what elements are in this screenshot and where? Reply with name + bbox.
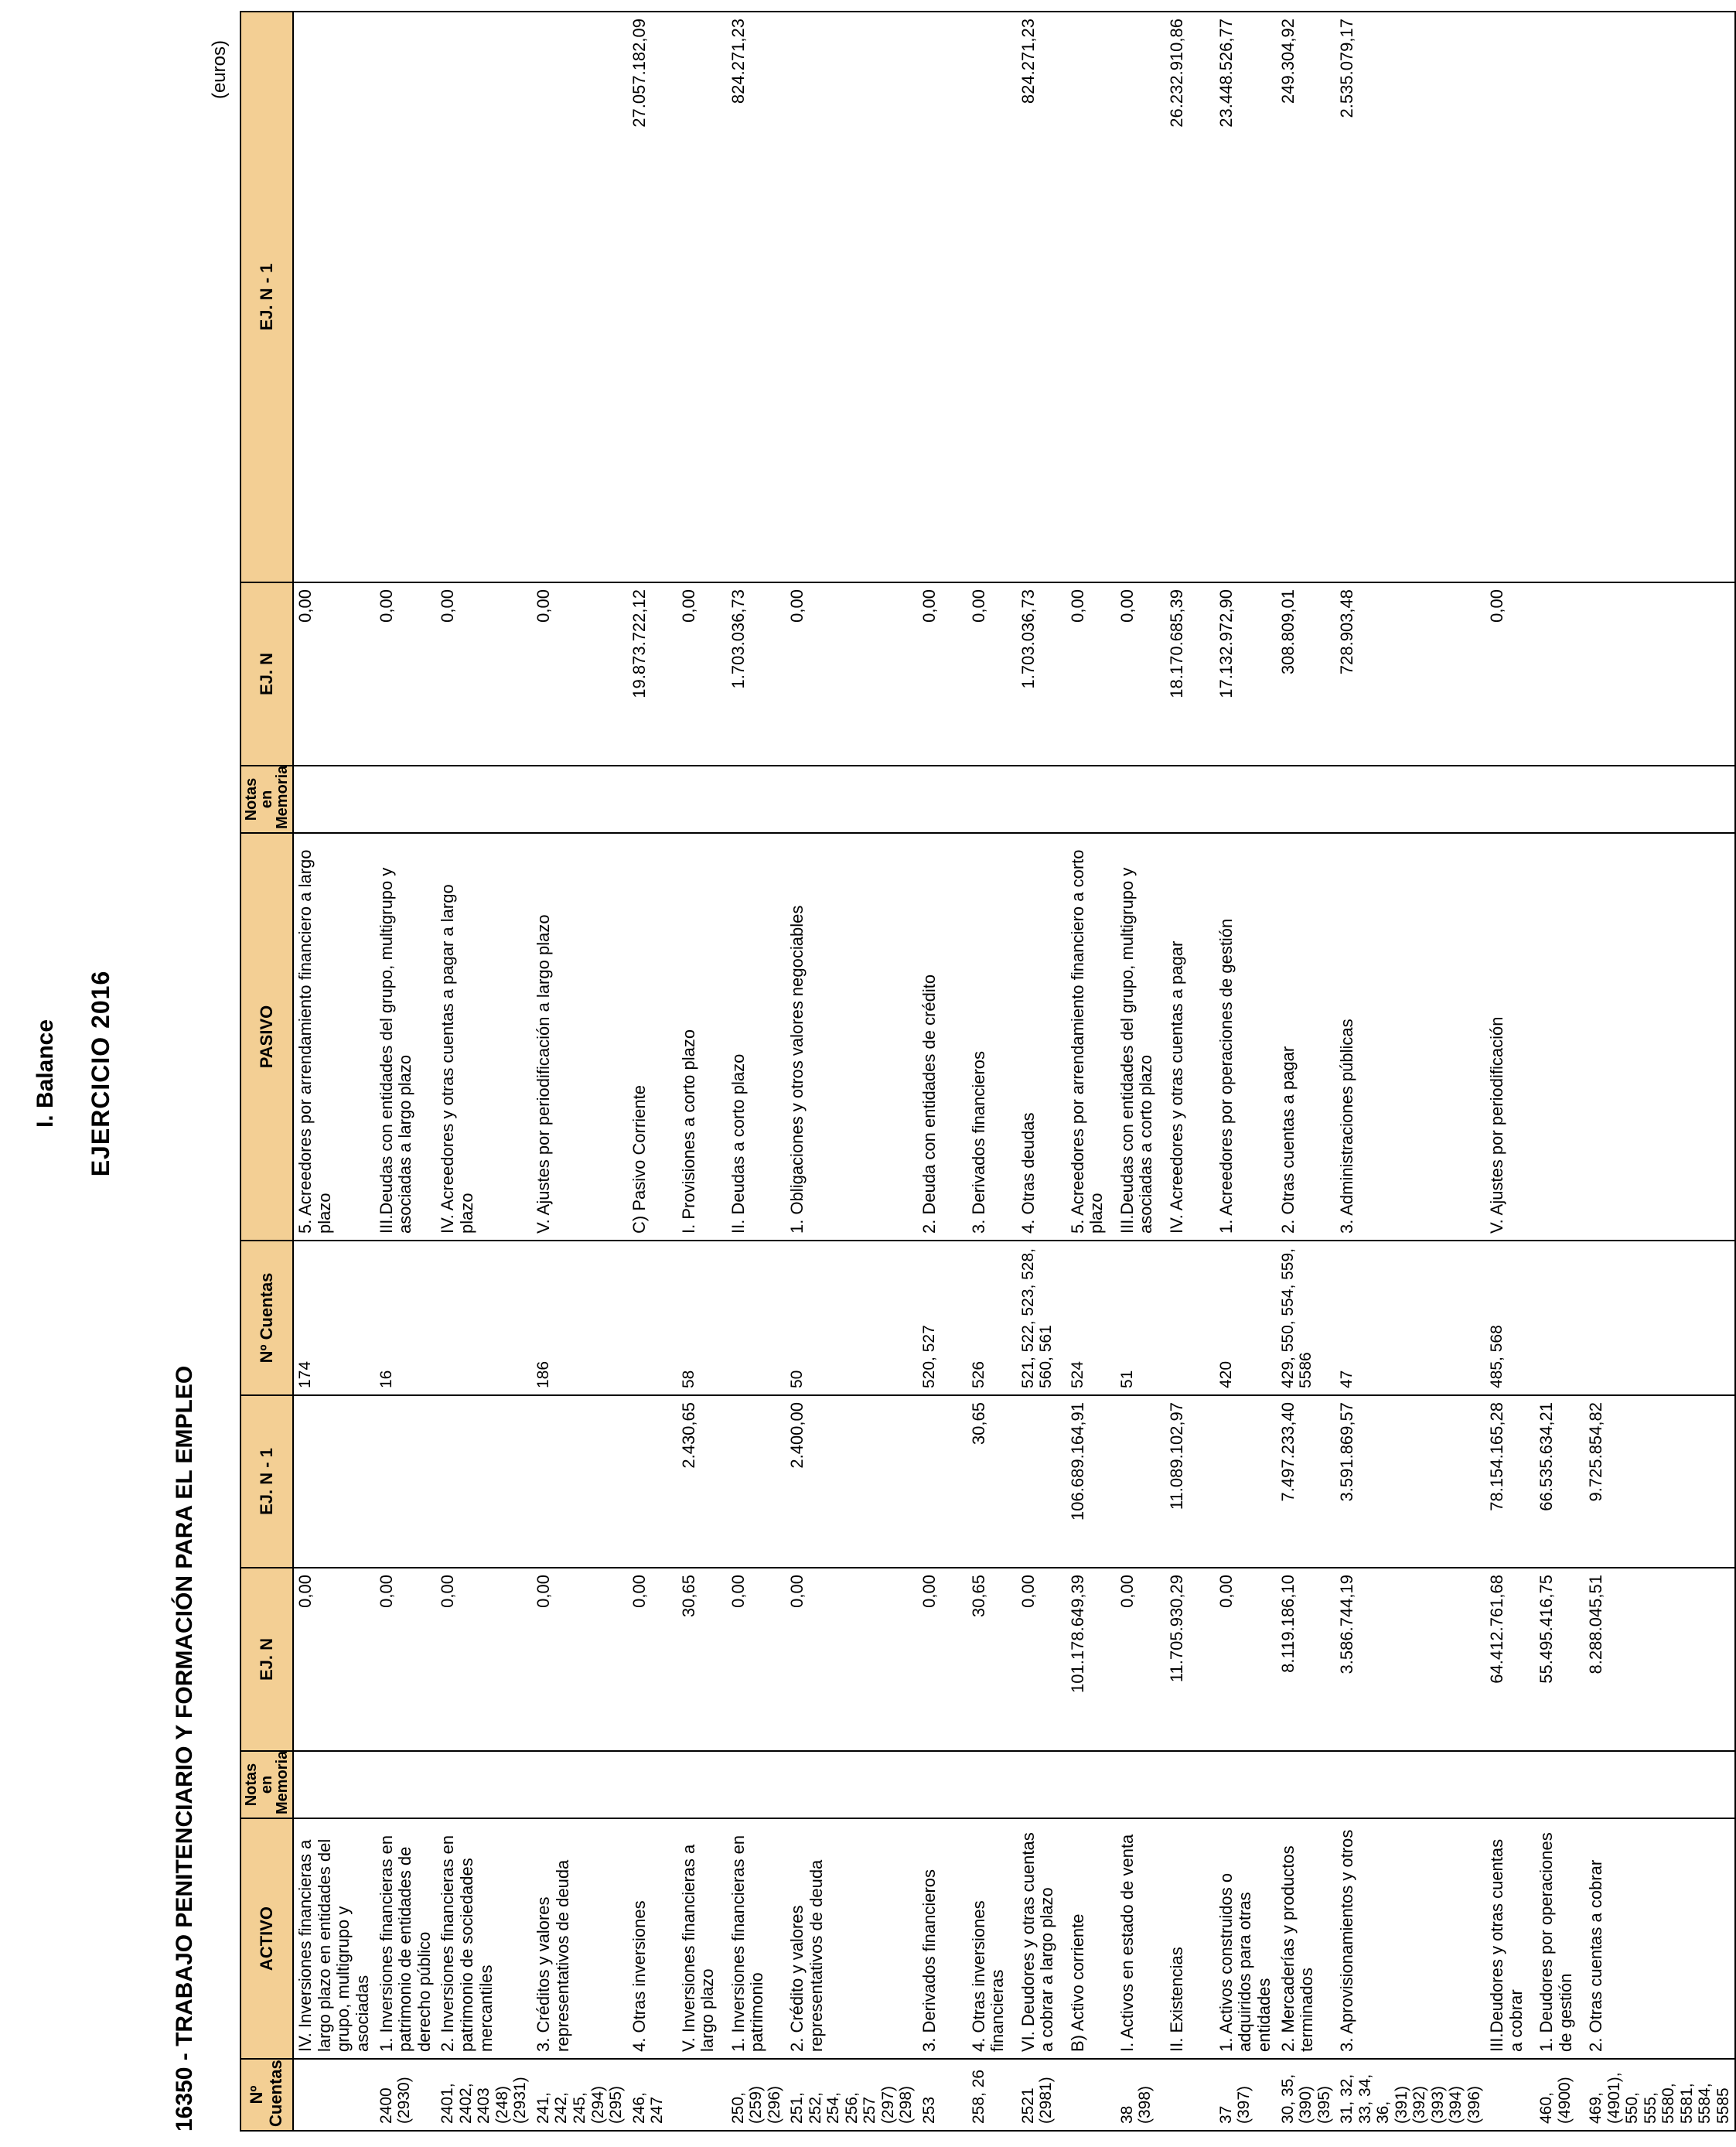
activo-accounts-cell: 258, 26 (967, 2059, 1017, 2131)
table-row (375, 12, 437, 2131)
activo-label-cell: 2. Crédito y valores representativos de deuda (786, 1818, 918, 2059)
pasivo-label-cell: 1. Acreedores por operaciones de gestión (1215, 833, 1277, 1241)
activo-notes-cell (677, 1751, 727, 1818)
table-row (293, 12, 375, 2131)
pasivo-ej-n1-cell (1116, 12, 1165, 582)
table-row (677, 12, 727, 2131)
pasivo-notes-cell (532, 766, 628, 833)
activo-ej-n1-cell: 2.430,65 (677, 1395, 727, 1568)
table-row (1215, 12, 1277, 2131)
pasivo-label-cell: I. Provisiones a corto plazo (677, 833, 727, 1241)
activo-accounts-cell: 2400 (2930) (375, 2059, 437, 2131)
pasivo-ej-n-cell: 17.132.972,90 (1215, 582, 1277, 766)
activo-notes-cell (1215, 1751, 1277, 1818)
pasivo-ej-n1-cell (786, 12, 918, 582)
pasivo-label-cell: 2. Otras cuentas a pagar (1277, 833, 1336, 1241)
activo-ej-n-cell: 8.119.186,10 (1277, 1568, 1336, 1751)
activo-ej-n-cell: 3.586.744,19 (1335, 1568, 1485, 1751)
pasivo-notes-cell (786, 766, 918, 833)
activo-ej-n1-cell (532, 1395, 628, 1568)
pasivo-label-cell: III.Deudas con entidades del grupo, multigrupo y asociadas a largo plazo (375, 833, 437, 1241)
pasivo-ej-n-cell: 0,00 (1485, 582, 1535, 766)
pasivo-accounts-cell: 524 (1066, 1241, 1116, 1395)
pasivo-accounts-cell (1584, 1241, 1735, 1395)
pasivo-label-cell: 1. Obligaciones y otros valores negociables (786, 833, 918, 1241)
activo-ej-n1-cell: 7.497.233,40 (1277, 1395, 1336, 1568)
table-row (1116, 12, 1165, 2131)
pasivo-label-cell: V. Ajustes por periodificación (1485, 833, 1535, 1241)
activo-ej-n-cell: 0,00 (293, 1568, 375, 1751)
activo-notes-cell (1017, 1751, 1066, 1818)
activo-ej-n-cell: 0,00 (727, 1568, 786, 1751)
activo-label-cell: 3. Derivados financieros (918, 1818, 967, 2059)
pasivo-notes-cell (1165, 766, 1215, 833)
pasivo-ej-n-cell (1584, 582, 1735, 766)
activo-ej-n1-cell: 2.400,00 (786, 1395, 918, 1568)
pasivo-ej-n1-cell (677, 12, 727, 582)
pasivo-ej-n-cell: 308.809,01 (1277, 582, 1336, 766)
pasivo-notes-cell (1485, 766, 1535, 833)
activo-accounts-cell: 2521 (2981) (1017, 2059, 1066, 2131)
pasivo-ej-n-cell: 1.703.036,73 (1017, 582, 1066, 766)
activo-label-cell: 4. Otras inversiones (628, 1818, 677, 2059)
table-row (628, 12, 677, 2131)
pasivo-label-cell: 5. Acreedores por arrendamiento financiero a largo plazo (293, 833, 375, 1241)
activo-label-cell: II. Existencias (1165, 1818, 1215, 2059)
organization-title: 16350 - TRABAJO PENITENCIARIO Y FORMACIÓN PARA EL EMPLEO (172, 1365, 197, 2132)
activo-label-cell: 2. Inversiones financieras en patrimonio de sociedades mercantiles (436, 1818, 532, 2059)
pasivo-ej-n-cell: 728.903,48 (1335, 582, 1485, 766)
table-row (1017, 12, 1066, 2131)
pasivo-accounts-cell: 174 (293, 1241, 375, 1395)
activo-notes-cell (1066, 1751, 1116, 1818)
activo-accounts-cell (677, 2059, 727, 2131)
activo-ej-n-cell: 11.705.930,29 (1165, 1568, 1215, 1751)
table-row (1535, 12, 1584, 2131)
pasivo-label-cell: 3. Derivados financieros (967, 833, 1017, 1241)
pasivo-notes-cell (967, 766, 1017, 833)
activo-notes-cell (1535, 1751, 1584, 1818)
pasivo-ej-n1-cell: 824.271,23 (727, 12, 786, 582)
activo-ej-n-cell: 0,00 (375, 1568, 437, 1751)
activo-label-cell: 1. Inversiones financieras en patrimonio (727, 1818, 786, 2059)
pasivo-ej-n1-cell: 249.304,92 (1277, 12, 1336, 582)
activo-label-cell: 1. Deudores por operaciones de gestión (1535, 1818, 1584, 2059)
header-pasivo-accounts: Nº Cuentas (240, 1241, 293, 1395)
activo-label-cell: V. Inversiones financieras a largo plazo (677, 1818, 727, 2059)
pasivo-ej-n-cell: 18.170.685,39 (1165, 582, 1215, 766)
page-title: I. Balance (32, 1019, 58, 1128)
pasivo-ej-n-cell: 0,00 (532, 582, 628, 766)
pasivo-accounts-cell: 420 (1215, 1241, 1277, 1395)
activo-notes-cell (786, 1751, 918, 1818)
pasivo-ej-n-cell: 0,00 (786, 582, 918, 766)
pasivo-ej-n1-cell (293, 12, 375, 582)
activo-label-cell: IV. Inversiones financieras a largo plazo en entidades del grupo, multigrupo y asociadas (293, 1818, 375, 2059)
pasivo-notes-cell (1215, 766, 1277, 833)
activo-ej-n-cell: 64.412.761,68 (1485, 1568, 1535, 1751)
activo-notes-cell (532, 1751, 628, 1818)
activo-label-cell: 4. Otras inversiones financieras (967, 1818, 1017, 2059)
table-row (1066, 12, 1116, 2131)
activo-notes-cell (375, 1751, 437, 1818)
header-activo: ACTIVO (240, 1818, 293, 2059)
activo-accounts-cell: 30, 35, (390) (395) (1277, 2059, 1336, 2131)
pasivo-notes-cell (727, 766, 786, 833)
pasivo-label-cell (1584, 833, 1735, 1241)
pasivo-notes-cell (1584, 766, 1735, 833)
activo-label-cell: 1. Inversiones financieras en patrimonio de entidades de derecho público (375, 1818, 437, 2059)
table-row (532, 12, 628, 2131)
pasivo-ej-n-cell: 19.873.722,12 (628, 582, 677, 766)
activo-ej-n1-cell (1017, 1395, 1066, 1568)
pasivo-accounts-cell: 429, 550, 554, 559, 5586 (1277, 1241, 1336, 1395)
activo-ej-n1-cell: 9.725.854,82 (1584, 1395, 1735, 1568)
activo-notes-cell (1485, 1751, 1535, 1818)
activo-ej-n-cell: 0,00 (786, 1568, 918, 1751)
activo-ej-n1-cell (628, 1395, 677, 1568)
pasivo-notes-cell (1116, 766, 1165, 833)
pasivo-ej-n1-cell (1485, 12, 1535, 582)
activo-accounts-cell: 246, 247 (628, 2059, 677, 2131)
table-row (918, 12, 967, 2131)
activo-accounts-cell: 38 (398) (1116, 2059, 1165, 2131)
pasivo-ej-n-cell: 0,00 (967, 582, 1017, 766)
activo-notes-cell (727, 1751, 786, 1818)
pasivo-ej-n1-cell (967, 12, 1017, 582)
activo-ej-n1-cell: 3.591.869,57 (1335, 1395, 1485, 1568)
pasivo-notes-cell (293, 766, 375, 833)
activo-notes-cell (628, 1751, 677, 1818)
activo-label-cell: 1. Activos construidos o adquiridos para otras entidades (1215, 1818, 1277, 2059)
pasivo-ej-n-cell: 0,00 (677, 582, 727, 766)
activo-notes-cell (436, 1751, 532, 1818)
pasivo-label-cell: C) Pasivo Corriente (628, 833, 677, 1241)
exercise-title: EJERCICIO 2016 (87, 970, 114, 1177)
pasivo-accounts-cell: 58 (677, 1241, 727, 1395)
activo-label-cell: 2. Otras cuentas a cobrar (1584, 1818, 1735, 2059)
activo-accounts-cell: 2401, 2402, 2403 (248) (2931) (436, 2059, 532, 2131)
activo-ej-n-cell: 0,00 (1116, 1568, 1165, 1751)
header-pasivo-ej-n: EJ. N (240, 582, 293, 766)
activo-notes-cell (1277, 1751, 1336, 1818)
pasivo-ej-n-cell (1535, 582, 1584, 766)
header-row (240, 12, 293, 2131)
activo-accounts-cell (293, 2059, 375, 2131)
pasivo-ej-n-cell: 0,00 (436, 582, 532, 766)
pasivo-notes-cell (677, 766, 727, 833)
activo-ej-n-cell: 0,00 (436, 1568, 532, 1751)
pasivo-accounts-cell: 485, 568 (1485, 1241, 1535, 1395)
pasivo-notes-cell (628, 766, 677, 833)
table-row (1277, 12, 1336, 2131)
table-row (727, 12, 786, 2131)
activo-ej-n1-cell (436, 1395, 532, 1568)
activo-ej-n-cell: 0,00 (1017, 1568, 1066, 1751)
pasivo-ej-n-cell: 0,00 (375, 582, 437, 766)
pasivo-notes-cell (1277, 766, 1336, 833)
balance-table (240, 11, 1736, 2132)
activo-notes-cell (918, 1751, 967, 1818)
activo-accounts-cell: 31, 32, 33, 34, 36, (391) (392) (393) (394) (396) (1335, 2059, 1485, 2131)
pasivo-accounts-cell: 16 (375, 1241, 437, 1395)
header-activo-ej-n1: EJ. N - 1 (240, 1395, 293, 1568)
activo-accounts-cell (1165, 2059, 1215, 2131)
pasivo-ej-n1-cell: 27.057.182,09 (628, 12, 677, 582)
pasivo-label-cell: IV. Acreedores y otras cuentas a pagar a largo plazo (436, 833, 532, 1241)
activo-ej-n1-cell (1116, 1395, 1165, 1568)
activo-label-cell: I. Activos en estado de venta (1116, 1818, 1165, 2059)
header-pasivo-notes: Notas en Memoria (240, 766, 293, 833)
activo-ej-n-cell: 0,00 (918, 1568, 967, 1751)
pasivo-label-cell: III.Deudas con entidades del grupo, multigrupo y asociadas a corto plazo (1116, 833, 1165, 1241)
pasivo-ej-n-cell: 1.703.036,73 (727, 582, 786, 766)
header-activo-accounts: Nº Cuentas (240, 2059, 293, 2131)
activo-ej-n-cell: 55.495.416,75 (1535, 1568, 1584, 1751)
activo-ej-n-cell: 0,00 (532, 1568, 628, 1751)
activo-ej-n-cell: 101.178.649,39 (1066, 1568, 1116, 1751)
activo-ej-n1-cell: 106.689.164,91 (1066, 1395, 1116, 1568)
activo-notes-cell (967, 1751, 1017, 1818)
table-row (786, 12, 918, 2131)
pasivo-ej-n1-cell (1535, 12, 1584, 582)
activo-ej-n-cell: 30,65 (967, 1568, 1017, 1751)
activo-accounts-cell: 37 (397) (1215, 2059, 1277, 2131)
pasivo-label-cell (1535, 833, 1584, 1241)
activo-accounts-cell: 460, (4900) (1535, 2059, 1584, 2131)
activo-label-cell: 3. Créditos y valores representativos de deuda (532, 1818, 628, 2059)
activo-ej-n1-cell: 66.535.634,21 (1535, 1395, 1584, 1568)
pasivo-notes-cell (918, 766, 967, 833)
header-pasivo-ej-n1: EJ. N - 1 (240, 12, 293, 582)
activo-accounts-cell: 251, 252, 254, 256, 257 (297) (298) (786, 2059, 918, 2131)
pasivo-accounts-cell (436, 1241, 532, 1395)
pasivo-ej-n-cell: 0,00 (918, 582, 967, 766)
pasivo-label-cell: V. Ajustes por periodificación a largo plazo (532, 833, 628, 1241)
pasivo-accounts-cell: 50 (786, 1241, 918, 1395)
pasivo-ej-n-cell: 0,00 (1066, 582, 1116, 766)
pasivo-accounts-cell: 521, 522, 523, 528, 560, 561 (1017, 1241, 1066, 1395)
activo-ej-n1-cell (727, 1395, 786, 1568)
header-activo-notes: Notas en Memoria (240, 1751, 293, 1818)
pasivo-ej-n1-cell (375, 12, 437, 582)
pasivo-ej-n1-cell (1584, 12, 1735, 582)
pasivo-label-cell: 3. Administraciones públicas (1335, 833, 1485, 1241)
pasivo-label-cell: 5. Acreedores por arrendamiento financiero a corto plazo (1066, 833, 1116, 1241)
activo-ej-n-cell: 8.288.045,51 (1584, 1568, 1735, 1751)
activo-notes-cell (1116, 1751, 1165, 1818)
activo-notes-cell (293, 1751, 375, 1818)
pasivo-ej-n1-cell: 2.535.079,17 (1335, 12, 1485, 582)
pasivo-notes-cell (436, 766, 532, 833)
activo-accounts-cell: 253 (918, 2059, 967, 2131)
pasivo-ej-n1-cell (532, 12, 628, 582)
pasivo-label-cell: 4. Otras deudas (1017, 833, 1066, 1241)
activo-accounts-cell: 241, 242, 245, (294) (295) (532, 2059, 628, 2131)
pasivo-ej-n1-cell (918, 12, 967, 582)
activo-ej-n1-cell (918, 1395, 967, 1568)
table-row (436, 12, 532, 2131)
activo-notes-cell (1584, 1751, 1735, 1818)
activo-label-cell: 2. Mercaderías y productos terminados (1277, 1818, 1336, 2059)
table-row (1165, 12, 1215, 2131)
activo-label-cell: VI. Deudores y otras cuentas a cobrar a largo plazo (1017, 1818, 1066, 2059)
activo-ej-n1-cell (375, 1395, 437, 1568)
activo-ej-n1-cell: 30,65 (967, 1395, 1017, 1568)
pasivo-notes-cell (1335, 766, 1485, 833)
table-row (1485, 12, 1535, 2131)
pasivo-label-cell: 2. Deuda con entidades de crédito (918, 833, 967, 1241)
activo-accounts-cell: 469, (4901), 550, 555, 5580, 5581, 5584, 5585 (1584, 2059, 1735, 2131)
pasivo-label-cell: II. Deudas a corto plazo (727, 833, 786, 1241)
activo-notes-cell (1165, 1751, 1215, 1818)
table-row (1584, 12, 1735, 2131)
pasivo-accounts-cell: 47 (1335, 1241, 1485, 1395)
table-row (1335, 12, 1485, 2131)
activo-ej-n1-cell: 11.089.102,97 (1165, 1395, 1215, 1568)
pasivo-notes-cell (1017, 766, 1066, 833)
activo-ej-n-cell: 0,00 (628, 1568, 677, 1751)
activo-accounts-cell: 250, (259) (296) (727, 2059, 786, 2131)
table-row (967, 12, 1017, 2131)
pasivo-ej-n1-cell (1066, 12, 1116, 582)
pasivo-accounts-cell (628, 1241, 677, 1395)
activo-notes-cell (1335, 1751, 1485, 1818)
units-label: (euros) (209, 40, 230, 100)
activo-label-cell: III.Deudores y otras cuentas a cobrar (1485, 1818, 1535, 2059)
pasivo-ej-n1-cell: 824.271,23 (1017, 12, 1066, 582)
activo-ej-n1-cell: 78.154.165,28 (1485, 1395, 1535, 1568)
pasivo-ej-n-cell: 0,00 (293, 582, 375, 766)
pasivo-notes-cell (1535, 766, 1584, 833)
pasivo-notes-cell (375, 766, 437, 833)
pasivo-accounts-cell (727, 1241, 786, 1395)
pasivo-accounts-cell: 526 (967, 1241, 1017, 1395)
pasivo-ej-n-cell: 0,00 (1116, 582, 1165, 766)
activo-ej-n-cell: 30,65 (677, 1568, 727, 1751)
pasivo-accounts-cell: 51 (1116, 1241, 1165, 1395)
activo-accounts-cell (1066, 2059, 1116, 2131)
activo-ej-n-cell: 0,00 (1215, 1568, 1277, 1751)
pasivo-accounts-cell (1535, 1241, 1584, 1395)
pasivo-accounts-cell: 520, 527 (918, 1241, 967, 1395)
activo-ej-n1-cell (1215, 1395, 1277, 1568)
activo-accounts-cell (1485, 2059, 1535, 2131)
pasivo-accounts-cell: 186 (532, 1241, 628, 1395)
pasivo-accounts-cell (1165, 1241, 1215, 1395)
header-activo-ej-n: EJ. N (240, 1568, 293, 1751)
pasivo-ej-n1-cell: 23.448.526,77 (1215, 12, 1277, 582)
activo-ej-n1-cell (293, 1395, 375, 1568)
activo-label-cell: B) Activo corriente (1066, 1818, 1116, 2059)
pasivo-label-cell: IV. Acreedores y otras cuentas a pagar (1165, 833, 1215, 1241)
pasivo-ej-n1-cell (436, 12, 532, 582)
header-pasivo: PASIVO (240, 833, 293, 1241)
activo-label-cell: 3. Aprovisionamientos y otros (1335, 1818, 1485, 2059)
pasivo-notes-cell (1066, 766, 1116, 833)
pasivo-ej-n1-cell: 26.232.910,86 (1165, 12, 1215, 582)
